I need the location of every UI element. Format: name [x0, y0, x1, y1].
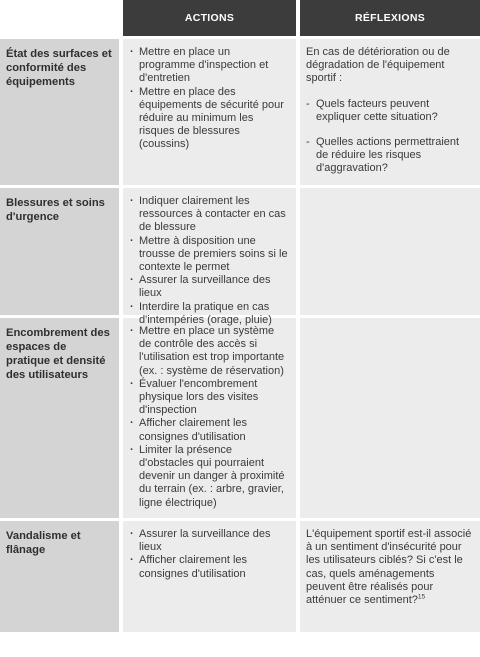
row-reflexions-vandalisme — [300, 521, 480, 632]
row-actions-vandalisme — [123, 521, 296, 632]
row-label-blessures: Blessures et soins d'urgence — [0, 188, 119, 315]
reflexion-question: - Quelles actions permettraient de réduire les risques d'aggravation? — [306, 136, 472, 176]
action-item: · Afficher clairement les consignes d'utilisation — [129, 554, 288, 580]
action-item: · Interdire la pratique en cas d'intempéries (orage, pluie) — [129, 301, 288, 327]
header-actions: ACTIONS — [123, 0, 296, 36]
action-item: · Limiter la présence d'obstacles qui pourraient devenir un danger à proximité du terrain (ex. : arbre, gravier, ligne électrique) — [129, 444, 288, 510]
row-actions-blessures — [123, 188, 296, 326]
row-actions-encombrement — [123, 318, 296, 518]
action-item: · Mettre en place un programme d'inspection et d'entretien — [129, 46, 288, 86]
reflexion-text: L'équipement sportif est-il associé à un sentiment d'insécurité pour les utilisateurs ciblés? Si c'est le cas, quels aménagements peuvent être réalisés pour atténuer ce sentiment? — [306, 528, 472, 607]
row-reflexions-encombrement — [300, 318, 480, 518]
action-item: · Mettre en place des équipements de sécurité pour réduire au minimum les risques de blessures (coussins) — [129, 86, 288, 152]
row-reflexions-blessures — [300, 188, 480, 315]
action-item: · Mettre à disposition une trousse de premiers soins si le contexte le permet — [129, 235, 288, 275]
row-label-encombrement: Encombrement des espaces de pratique et densité des utilisateurs — [0, 318, 119, 518]
header-reflexions: RÉFLEXIONS — [300, 0, 480, 36]
action-item: · Mettre en place un système de contrôle des accès si l'utilisation est trop importante (ex. : système de réservation) — [129, 325, 288, 378]
action-item: · Évaluer l'encombrement physique lors des visites d'inspection — [129, 378, 288, 418]
header-blank-cell — [0, 0, 119, 36]
action-item: · Assurer la surveillance des lieux — [129, 274, 288, 300]
row-actions-surfaces — [123, 39, 296, 185]
reflexion-intro: En cas de détérioration ou de dégradation de l'équipement sportif : — [306, 46, 450, 85]
action-item: · Afficher clairement les consignes d'utilisation — [129, 417, 288, 443]
row-label-surfaces: État des surfaces et conformité des équipements — [0, 39, 119, 185]
action-item: · Assurer la surveillance des lieux — [129, 528, 288, 554]
row-label-vandalisme: Vandalisme et flânage — [0, 521, 119, 632]
row-reflexions-surfaces — [300, 39, 480, 185]
action-item: · Indiquer clairement les ressources à contacter en cas de blessure — [129, 195, 288, 235]
reflexion-question: - Quels facteurs peuvent expliquer cette situation? — [306, 98, 472, 124]
footnote-marker: 15 — [417, 593, 426, 601]
